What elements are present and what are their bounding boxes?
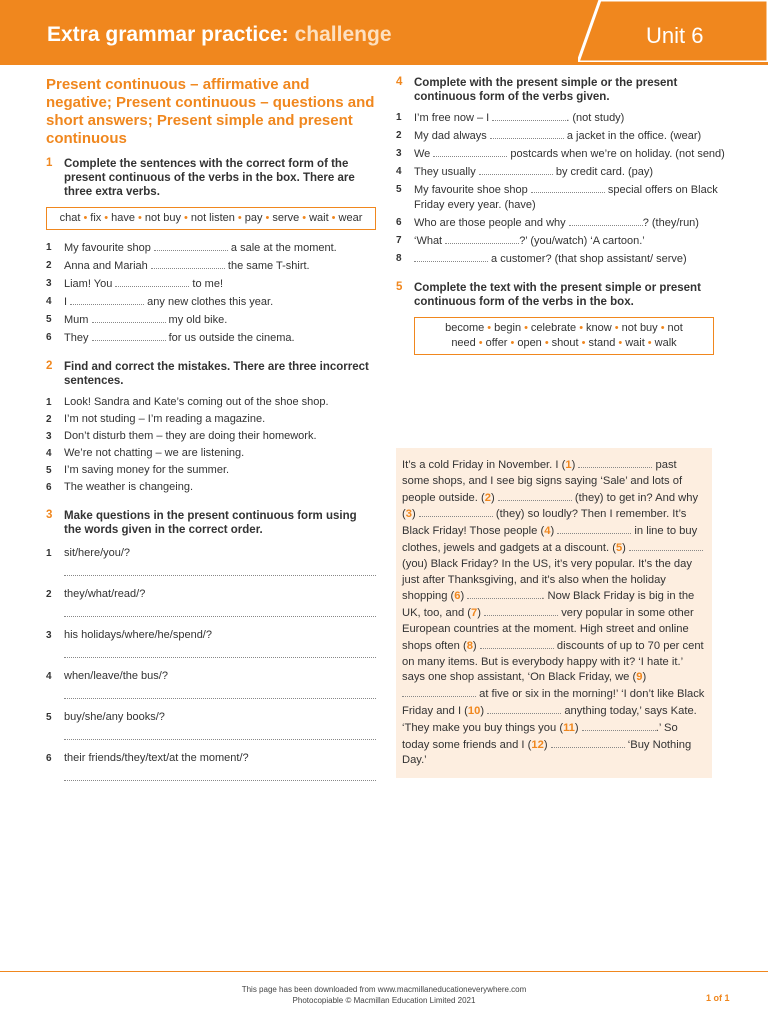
answer-blank[interactable]	[154, 240, 228, 251]
answer-blank[interactable]	[557, 523, 631, 534]
separator-dot: •	[331, 212, 336, 224]
item-text: The weather is changeing.	[64, 481, 194, 493]
text-segment: )	[642, 671, 647, 684]
exercise-instruction: Complete with the present simple or the present continuous form of the verbs given.	[414, 77, 678, 103]
page-header	[0, 0, 768, 62]
gap-number: 8	[466, 639, 473, 652]
title-main: Extra grammar practice:	[47, 23, 289, 46]
question-prompt	[46, 669, 376, 684]
text-segment: )	[480, 704, 488, 717]
answer-blank[interactable]	[414, 251, 488, 262]
answer-blank[interactable]	[64, 725, 376, 740]
text-segment: )	[543, 738, 551, 751]
item-number: 3	[46, 630, 52, 641]
answer-blank[interactable]	[64, 684, 376, 699]
item-number: 8	[396, 253, 402, 264]
separator-dot: •	[544, 337, 549, 349]
question-prompt	[46, 751, 376, 766]
exercise-5	[396, 281, 726, 309]
list-item	[46, 330, 376, 346]
exercise-3	[46, 509, 376, 537]
item-text: I’m free now – I	[414, 112, 493, 124]
item-number: 5	[46, 712, 52, 723]
gap-number: 4	[544, 525, 551, 538]
box-word: pay	[244, 212, 263, 224]
text-segment: )	[477, 607, 485, 620]
separator-dot: •	[83, 212, 88, 224]
gap-number: 9	[636, 671, 643, 684]
item-text: Mum	[64, 314, 92, 326]
text-segment: )	[574, 721, 582, 734]
answer-blank[interactable]	[492, 110, 566, 121]
list-item	[46, 412, 376, 427]
answer-blank[interactable]	[115, 276, 189, 287]
box-word: begin	[494, 322, 522, 334]
text-segment: )	[411, 508, 419, 521]
list-item	[46, 258, 376, 274]
box-word: shout	[551, 337, 579, 349]
separator-dot: •	[237, 212, 242, 224]
item-number: 1	[396, 112, 402, 123]
text-segment: in line to buy clothes, jewels and gadgets at a discount. (	[402, 525, 698, 554]
gap-number: 11	[563, 721, 575, 734]
exercise-instruction: Complete the sentences with the correct form of the present continuous of the verbs in the box. There are three extra verbs.	[64, 158, 355, 198]
footer-rule	[0, 971, 768, 972]
list-item	[46, 446, 376, 461]
list-item	[46, 276, 376, 292]
answer-blank[interactable]	[487, 703, 561, 714]
question-prompt	[46, 546, 376, 561]
box-word: celebrate	[530, 322, 577, 334]
separator-dot: •	[618, 337, 623, 349]
list-item	[396, 251, 726, 267]
item-text: my old bike.	[165, 314, 228, 326]
box-word: chat	[59, 212, 81, 224]
answer-blank[interactable]	[433, 146, 507, 157]
list-item	[46, 294, 376, 310]
text-segment: . Now Black Friday is big in the UK, too, and (	[402, 590, 695, 620]
gap-number: 12	[531, 738, 544, 751]
answer-blank[interactable]	[578, 457, 652, 468]
item-number: 4	[46, 448, 52, 459]
item-text: special offers on Black Friday every year. (have)	[414, 184, 718, 211]
answer-blank[interactable]	[64, 766, 376, 781]
gap-number: 2	[484, 491, 491, 504]
item-text: We’re not chatting – we are listening.	[64, 447, 245, 459]
answer-blank[interactable]	[498, 490, 572, 501]
exercise-4	[396, 76, 726, 104]
item-text: I’m not studing – I’m reading a magazine.	[64, 413, 266, 425]
header-divider	[0, 62, 768, 65]
item-number: 6	[46, 482, 52, 493]
question-prompt	[46, 628, 376, 643]
box-word: not buy	[621, 322, 658, 334]
list-item	[46, 429, 376, 444]
gap-number: 5	[615, 541, 623, 554]
list-item	[46, 240, 376, 256]
item-number: 2	[46, 589, 52, 600]
answer-blank[interactable]	[151, 258, 225, 269]
word-box	[414, 317, 714, 355]
answer-blank[interactable]	[531, 182, 605, 193]
text-segment: )	[571, 459, 579, 471]
gap-number: 1	[565, 459, 572, 471]
item-text: a jacket in the office. (wear)	[563, 130, 702, 142]
separator-dot: •	[579, 322, 584, 334]
item-text: any new clothes this year.	[144, 296, 274, 308]
item-number: 1	[46, 397, 52, 408]
exercise-1	[46, 157, 376, 199]
item-number: 6	[46, 332, 52, 343]
box-word: serve	[272, 212, 300, 224]
footer-copyright: Photocopiable © Macmillan Education Limited 2021	[292, 996, 476, 1005]
item-number: 3	[46, 278, 52, 289]
item-text: They usually	[414, 166, 479, 178]
worksheet-title	[47, 23, 392, 47]
answer-blank[interactable]	[629, 540, 703, 551]
separator-dot: •	[660, 322, 665, 334]
item-text: Who are those people and why	[414, 217, 569, 229]
item-number: 6	[46, 753, 52, 764]
box-word: not listen	[190, 212, 235, 224]
answer-blank[interactable]	[419, 506, 493, 517]
item-text: I	[64, 296, 71, 308]
item-text: they/what/read/?	[64, 588, 146, 600]
item-number: 2	[46, 414, 52, 425]
separator-dot: •	[614, 322, 619, 334]
answer-blank[interactable]	[480, 638, 554, 649]
box-word: wait	[309, 212, 329, 224]
item-number: 1	[46, 242, 52, 253]
separator-dot: •	[183, 212, 188, 224]
item-text: Liam! You	[64, 278, 116, 290]
item-text: Don’t disturb them – they are doing their homework.	[64, 430, 317, 442]
box-word: offer	[485, 337, 508, 349]
exercise-number: 4	[396, 76, 403, 88]
separator-dot: •	[138, 212, 142, 224]
exercise-instruction: Complete the text with the present simple or present continuous form of the verbs in the box.	[414, 282, 701, 308]
text-segment: (they) to get in? And why (	[402, 491, 699, 521]
unit-label: Unit 6	[646, 23, 704, 48]
exercise-3-items	[46, 546, 376, 781]
exercise-2-items	[46, 395, 376, 495]
item-text: ‘What	[414, 235, 446, 247]
list-item	[396, 146, 726, 162]
item-number: 2	[396, 130, 402, 141]
word-box	[46, 207, 376, 230]
answer-blank[interactable]	[484, 605, 558, 616]
item-text: Look! Sandra and Kate’s coming out of the shoe shop.	[64, 396, 329, 408]
item-number: 4	[396, 166, 402, 177]
text-segment: very popular in some other European countries at the moment. High street and online shops often (	[402, 607, 694, 652]
text-segment: )	[460, 590, 468, 603]
right-column	[396, 76, 726, 365]
item-text: ? (they/run)	[642, 217, 699, 229]
text-segment: anything today,’ says Kate. ‘They make you buy things you (	[402, 704, 697, 734]
gap-number: 7	[471, 607, 478, 620]
item-number: 4	[46, 671, 52, 682]
answer-blank[interactable]	[490, 128, 564, 139]
item-text: My dad always	[414, 130, 490, 142]
text-segment: (you) Black Friday? In the US, it’s very popular. It’s the day just after Thanksgiving, and it’s also when the holiday shopping (	[402, 557, 692, 603]
answer-blank[interactable]	[402, 686, 476, 697]
separator-dot: •	[647, 337, 652, 349]
text-segment: )	[550, 525, 558, 538]
item-text: . (not study)	[566, 112, 625, 124]
text-segment: (they) so loudly? Then I remember. It’s Black Friday! Those people (	[402, 508, 687, 538]
box-word: open	[517, 337, 542, 349]
item-text: My favourite shop	[64, 242, 154, 254]
list-item	[396, 182, 726, 213]
reading-text-box	[396, 448, 712, 778]
item-text: ?’ (you/watch) ‘A cartoon.’	[519, 235, 645, 247]
item-text: My favourite shoe shop	[414, 184, 531, 196]
item-number: 3	[46, 431, 52, 442]
exercise-4-items	[396, 110, 726, 267]
section-heading: Present continuous – affirmative and negative; Present continuous – questions and short answers; Present simple and present continuous	[46, 76, 375, 147]
separator-dot: •	[524, 322, 528, 334]
item-text: when/leave/the bus/?	[64, 670, 168, 682]
answer-blank[interactable]	[92, 330, 166, 341]
text-segment: at five or six in the morning!’ ‘I don’t like Black Friday and I (	[402, 688, 705, 717]
text-segment: )	[622, 541, 630, 554]
answer-blank[interactable]	[64, 643, 376, 658]
text-segment: discounts of up to 70 per cent on many items. But is everybody happy with it? ‘I hate it.’ says one shop assistant, ‘On Black Friday, we (	[402, 639, 704, 684]
box-word: walk	[654, 337, 677, 349]
answer-blank[interactable]	[569, 215, 643, 226]
text-segment: .’ So today some friends and I (	[402, 721, 678, 751]
exercise-number: 1	[46, 157, 53, 169]
title-accent: challenge	[294, 23, 392, 46]
separator-dot: •	[581, 337, 586, 349]
separator-dot: •	[478, 337, 483, 349]
answer-blank[interactable]	[445, 233, 519, 244]
exercise-instruction: Make questions in the present continuous form using the words given in the correct order.	[64, 510, 357, 536]
text-segment: )	[490, 491, 498, 504]
item-text: the same T-shirt.	[224, 260, 310, 272]
item-number: 3	[396, 148, 402, 159]
item-text: Anna and Mariah	[64, 260, 151, 272]
text-segment: past some shops, and I see big signs saying ‘Sale’ and lots of people outside. (	[402, 459, 683, 504]
item-text: We	[414, 148, 434, 160]
item-text: buy/she/any books/?	[64, 711, 165, 723]
text-segment: ‘Buy Nothing Day.’	[402, 738, 692, 767]
item-number: 4	[46, 296, 52, 307]
text-segment: )	[472, 639, 480, 652]
list-item	[396, 128, 726, 144]
box-word: have	[111, 212, 136, 224]
list-item	[396, 110, 726, 126]
gap-number: 6	[454, 590, 461, 603]
question-prompt	[46, 710, 376, 725]
list-item	[46, 312, 376, 328]
question-prompt	[46, 587, 376, 602]
exercise-number: 2	[46, 360, 53, 372]
box-word: become	[445, 322, 485, 334]
box-word: wear	[338, 212, 363, 224]
item-text: his holidays/where/he/spend/?	[64, 629, 212, 641]
separator-dot: •	[487, 322, 492, 334]
list-item	[396, 215, 726, 231]
item-number: 5	[46, 465, 52, 476]
answer-blank[interactable]	[467, 588, 541, 599]
item-text: a customer? (that shop assistant/ serve)	[488, 253, 687, 265]
separator-dot: •	[104, 212, 109, 224]
item-text: by credit card. (pay)	[552, 166, 654, 178]
box-word: fix	[90, 212, 102, 224]
item-number: 2	[46, 260, 52, 271]
item-text: for us outside the cinema.	[165, 332, 295, 344]
gap-number: 10	[467, 704, 481, 717]
separator-dot: •	[510, 337, 515, 349]
gap-fill-text	[396, 448, 712, 769]
answer-blank[interactable]	[70, 294, 144, 305]
item-number: 5	[46, 314, 52, 325]
item-text: postcards when we’re on holiday. (not send)	[507, 148, 725, 160]
box-word: wait	[625, 337, 645, 349]
answer-blank[interactable]	[64, 602, 376, 617]
exercise-instruction: Find and correct the mistakes. There are three incorrect sentences.	[64, 361, 369, 387]
list-item	[46, 463, 376, 478]
answer-blank[interactable]	[92, 312, 166, 323]
item-text: a sale at the moment.	[227, 242, 337, 254]
box-word: know	[586, 322, 612, 334]
left-column	[46, 76, 376, 792]
exercise-1-items	[46, 240, 376, 346]
list-item	[396, 164, 726, 180]
item-text: They	[64, 332, 92, 344]
answer-blank[interactable]	[479, 164, 553, 175]
list-item	[46, 480, 376, 495]
exercise-number: 3	[46, 509, 53, 521]
box-word: stand	[588, 337, 616, 349]
item-number: 1	[46, 548, 52, 559]
separator-dot: •	[302, 212, 307, 224]
separator-dot: •	[265, 212, 270, 224]
footer-source: This page has been downloaded from www.macmillaneducationeverywhere.com	[241, 985, 527, 994]
answer-blank[interactable]	[551, 737, 625, 748]
box-word: not buy	[144, 212, 181, 224]
exercise-2	[46, 360, 376, 388]
item-number: 7	[396, 235, 402, 246]
item-number: 6	[396, 217, 402, 228]
item-text: sit/here/you/?	[64, 547, 131, 559]
item-text: I’m saving money for the summer.	[64, 464, 230, 476]
item-text: their friends/they/text/at the moment/?	[64, 752, 249, 764]
page-number: 1 of 1	[706, 993, 730, 1003]
item-number: 5	[396, 184, 402, 195]
exercise-number: 5	[396, 281, 403, 293]
box-word: not need	[451, 322, 683, 349]
text-segment: It’s a cold Friday in November. I (	[402, 459, 566, 471]
gap-number: 3	[405, 508, 412, 521]
item-text: to me!	[189, 278, 223, 290]
answer-blank[interactable]	[64, 561, 376, 576]
answer-blank[interactable]	[582, 720, 656, 731]
list-item	[46, 395, 376, 410]
list-item	[396, 233, 726, 249]
